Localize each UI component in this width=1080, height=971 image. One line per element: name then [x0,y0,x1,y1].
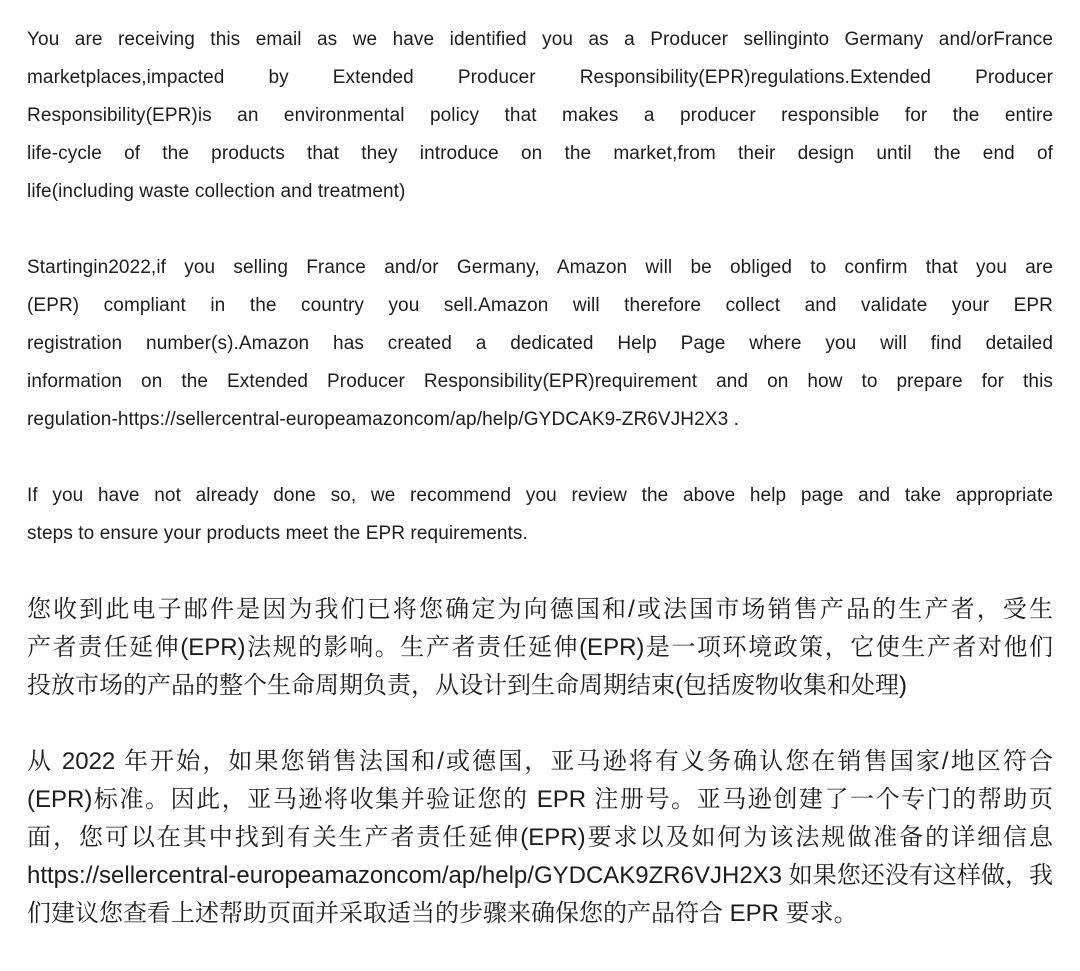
text-line: Responsibility(EPR)is an environmental policy that makes a producer responsible for the entire [27,105,1053,126]
help-page-url-line: regulation-https://sellercentral-europeamazoncom/ap/help/GYDCAK9-ZR6VJH2X3 . [27,409,739,430]
text-line: Startingin2022,if you selling France and/or Germany, Amazon will be obliged to confirm that you are [27,257,1053,278]
text-line: 们建议您查看上述帮助页面并采取适当的步骤来确保您的产品符合 EPR 要求。 [27,900,858,927]
text-line: steps to ensure your products meet the EPR requirements. [27,523,528,544]
paragraph-chinese-2 [27,743,1053,933]
text-line: 产者责任延伸(EPR)法规的影响。生产者责任延伸(EPR)是一项环境政策，它使生产者对他们 [27,634,1053,661]
paragraph-english-2 [27,249,1053,439]
text-line: (EPR)标准。因此，亚马逊将收集并验证您的 EPR 注册号。亚马逊创建了一个专门的帮助页 [27,786,1053,813]
text-line: 从 2022 年开始，如果您销售法国和/或德国，亚马逊将有义务确认您在销售国家/地区符合 [27,748,1053,775]
text-line: life(including waste collection and treatment) [27,181,406,202]
paragraph-english-1 [27,21,1053,211]
text-line: registration number(s).Amazon has created a dedicated Help Page where you will find detailed [27,333,1053,354]
text-line: 投放市场的产品的整个生命周期负责，从设计到生命周期结束(包括废物收集和处理) [27,672,907,699]
paragraph-english-3 [27,477,1053,553]
text-line: 您收到此电子邮件是因为我们已将您确定为向德国和/或法国市场销售产品的生产者，受生 [27,596,1053,623]
text-line: life-cycle of the products that they introduce on the market,from their design until the end of [27,143,1053,164]
text-line: information on the Extended Producer Responsibility(EPR)requirement and on how to prepare for this [27,371,1053,392]
paragraph-chinese-1 [27,591,1053,705]
text-line: marketplaces,impacted by Extended Producer Responsibility(EPR)regulations.Extended Producer [27,67,1053,88]
text-line: (EPR) compliant in the country you sell.Amazon will therefore collect and validate your EPR [27,295,1053,316]
text-line: 面，您可以在其中找到有关生产者责任延伸(EPR)要求以及如何为该法规做准备的详细信息 [27,824,1053,851]
text-line: If you have not already done so, we recommend you review the above help page and take appropriate [27,485,1053,506]
help-page-url-line: https://sellercentral-europeamazoncom/ap/help/GYDCAK9ZR6VJH2X3 如果您还没有这样做，我 [27,862,1053,889]
text-line: You are receiving this email as we have identified you as a Producer sellinginto Germany and/orFrance [27,29,1053,50]
